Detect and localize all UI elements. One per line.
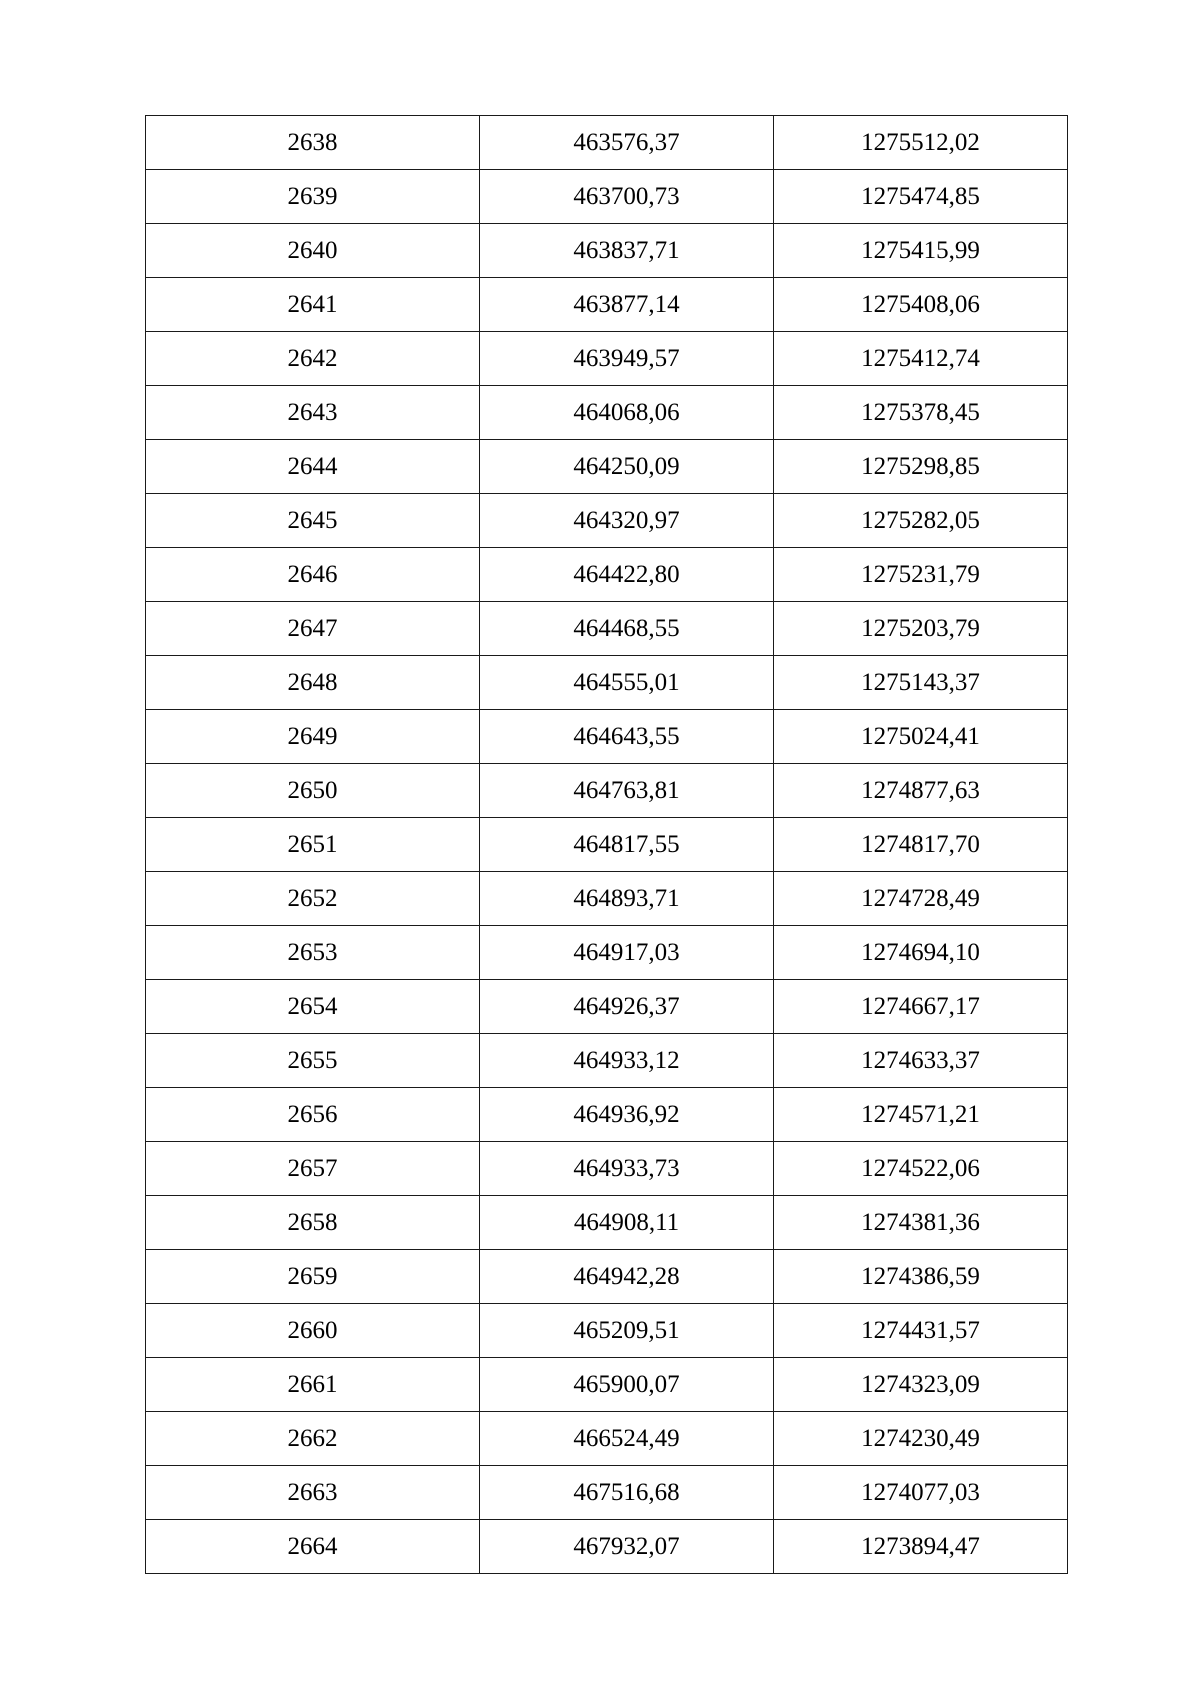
point-number-cell: 2656 — [146, 1088, 480, 1142]
x-coordinate-cell: 463949,57 — [480, 332, 774, 386]
y-coordinate-cell: 1274571,21 — [774, 1088, 1068, 1142]
y-coordinate-cell: 1275415,99 — [774, 224, 1068, 278]
x-coordinate-cell: 464817,55 — [480, 818, 774, 872]
x-coordinate-cell: 464763,81 — [480, 764, 774, 818]
y-coordinate-cell: 1275143,37 — [774, 656, 1068, 710]
point-number-cell: 2643 — [146, 386, 480, 440]
point-number-cell: 2658 — [146, 1196, 480, 1250]
point-number-cell: 2644 — [146, 440, 480, 494]
point-number-cell: 2646 — [146, 548, 480, 602]
x-coordinate-cell: 464320,97 — [480, 494, 774, 548]
point-number-cell: 2642 — [146, 332, 480, 386]
y-coordinate-cell: 1274633,37 — [774, 1034, 1068, 1088]
point-number-cell: 2645 — [146, 494, 480, 548]
coordinates-table — [145, 115, 1068, 1574]
table-row — [146, 1358, 1068, 1412]
x-coordinate-cell: 464933,12 — [480, 1034, 774, 1088]
table-row — [146, 980, 1068, 1034]
y-coordinate-cell: 1273894,47 — [774, 1520, 1068, 1574]
point-number-cell: 2664 — [146, 1520, 480, 1574]
point-number-cell: 2639 — [146, 170, 480, 224]
table-row — [146, 1466, 1068, 1520]
y-coordinate-cell: 1274230,49 — [774, 1412, 1068, 1466]
table-row — [146, 926, 1068, 980]
x-coordinate-cell: 463576,37 — [480, 116, 774, 170]
x-coordinate-cell: 464250,09 — [480, 440, 774, 494]
point-number-cell: 2651 — [146, 818, 480, 872]
point-number-cell: 2663 — [146, 1466, 480, 1520]
point-number-cell: 2660 — [146, 1304, 480, 1358]
point-number-cell: 2652 — [146, 872, 480, 926]
x-coordinate-cell: 464068,06 — [480, 386, 774, 440]
table-row — [146, 710, 1068, 764]
y-coordinate-cell: 1274323,09 — [774, 1358, 1068, 1412]
point-number-cell: 2638 — [146, 116, 480, 170]
coordinates-table-body — [146, 116, 1068, 1574]
x-coordinate-cell: 464936,92 — [480, 1088, 774, 1142]
x-coordinate-cell: 466524,49 — [480, 1412, 774, 1466]
table-row — [146, 224, 1068, 278]
y-coordinate-cell: 1274694,10 — [774, 926, 1068, 980]
x-coordinate-cell: 467516,68 — [480, 1466, 774, 1520]
point-number-cell: 2659 — [146, 1250, 480, 1304]
x-coordinate-cell: 464468,55 — [480, 602, 774, 656]
x-coordinate-cell: 463837,71 — [480, 224, 774, 278]
table-row — [146, 1034, 1068, 1088]
point-number-cell: 2650 — [146, 764, 480, 818]
table-row — [146, 1088, 1068, 1142]
y-coordinate-cell: 1275474,85 — [774, 170, 1068, 224]
table-row — [146, 656, 1068, 710]
table-row — [146, 602, 1068, 656]
table-row — [146, 764, 1068, 818]
point-number-cell: 2649 — [146, 710, 480, 764]
table-row — [146, 1250, 1068, 1304]
table-row — [146, 170, 1068, 224]
point-number-cell: 2657 — [146, 1142, 480, 1196]
table-row — [146, 1304, 1068, 1358]
point-number-cell: 2653 — [146, 926, 480, 980]
x-coordinate-cell: 464933,73 — [480, 1142, 774, 1196]
y-coordinate-cell: 1274381,36 — [774, 1196, 1068, 1250]
x-coordinate-cell: 464908,11 — [480, 1196, 774, 1250]
point-number-cell: 2662 — [146, 1412, 480, 1466]
table-row — [146, 1520, 1068, 1574]
table-row — [146, 116, 1068, 170]
y-coordinate-cell: 1274817,70 — [774, 818, 1068, 872]
y-coordinate-cell: 1275282,05 — [774, 494, 1068, 548]
y-coordinate-cell: 1275024,41 — [774, 710, 1068, 764]
table-row — [146, 332, 1068, 386]
point-number-cell: 2640 — [146, 224, 480, 278]
x-coordinate-cell: 464942,28 — [480, 1250, 774, 1304]
x-coordinate-cell: 463700,73 — [480, 170, 774, 224]
point-number-cell: 2661 — [146, 1358, 480, 1412]
point-number-cell: 2648 — [146, 656, 480, 710]
y-coordinate-cell: 1275298,85 — [774, 440, 1068, 494]
point-number-cell: 2655 — [146, 1034, 480, 1088]
table-row — [146, 494, 1068, 548]
y-coordinate-cell: 1274386,59 — [774, 1250, 1068, 1304]
y-coordinate-cell: 1275231,79 — [774, 548, 1068, 602]
table-row — [146, 1196, 1068, 1250]
table-row — [146, 278, 1068, 332]
x-coordinate-cell: 464926,37 — [480, 980, 774, 1034]
x-coordinate-cell: 463877,14 — [480, 278, 774, 332]
y-coordinate-cell: 1274431,57 — [774, 1304, 1068, 1358]
y-coordinate-cell: 1274728,49 — [774, 872, 1068, 926]
x-coordinate-cell: 464422,80 — [480, 548, 774, 602]
table-row — [146, 818, 1068, 872]
y-coordinate-cell: 1274667,17 — [774, 980, 1068, 1034]
point-number-cell: 2641 — [146, 278, 480, 332]
y-coordinate-cell: 1275203,79 — [774, 602, 1068, 656]
x-coordinate-cell: 467932,07 — [480, 1520, 774, 1574]
x-coordinate-cell: 465209,51 — [480, 1304, 774, 1358]
y-coordinate-cell: 1275408,06 — [774, 278, 1068, 332]
y-coordinate-cell: 1274077,03 — [774, 1466, 1068, 1520]
table-row — [146, 1412, 1068, 1466]
table-row — [146, 1142, 1068, 1196]
y-coordinate-cell: 1274522,06 — [774, 1142, 1068, 1196]
x-coordinate-cell: 464917,03 — [480, 926, 774, 980]
y-coordinate-cell: 1275412,74 — [774, 332, 1068, 386]
x-coordinate-cell: 465900,07 — [480, 1358, 774, 1412]
x-coordinate-cell: 464555,01 — [480, 656, 774, 710]
table-row — [146, 386, 1068, 440]
point-number-cell: 2654 — [146, 980, 480, 1034]
x-coordinate-cell: 464643,55 — [480, 710, 774, 764]
x-coordinate-cell: 464893,71 — [480, 872, 774, 926]
point-number-cell: 2647 — [146, 602, 480, 656]
table-row — [146, 440, 1068, 494]
y-coordinate-cell: 1275378,45 — [774, 386, 1068, 440]
y-coordinate-cell: 1274877,63 — [774, 764, 1068, 818]
table-row — [146, 548, 1068, 602]
y-coordinate-cell: 1275512,02 — [774, 116, 1068, 170]
table-row — [146, 872, 1068, 926]
